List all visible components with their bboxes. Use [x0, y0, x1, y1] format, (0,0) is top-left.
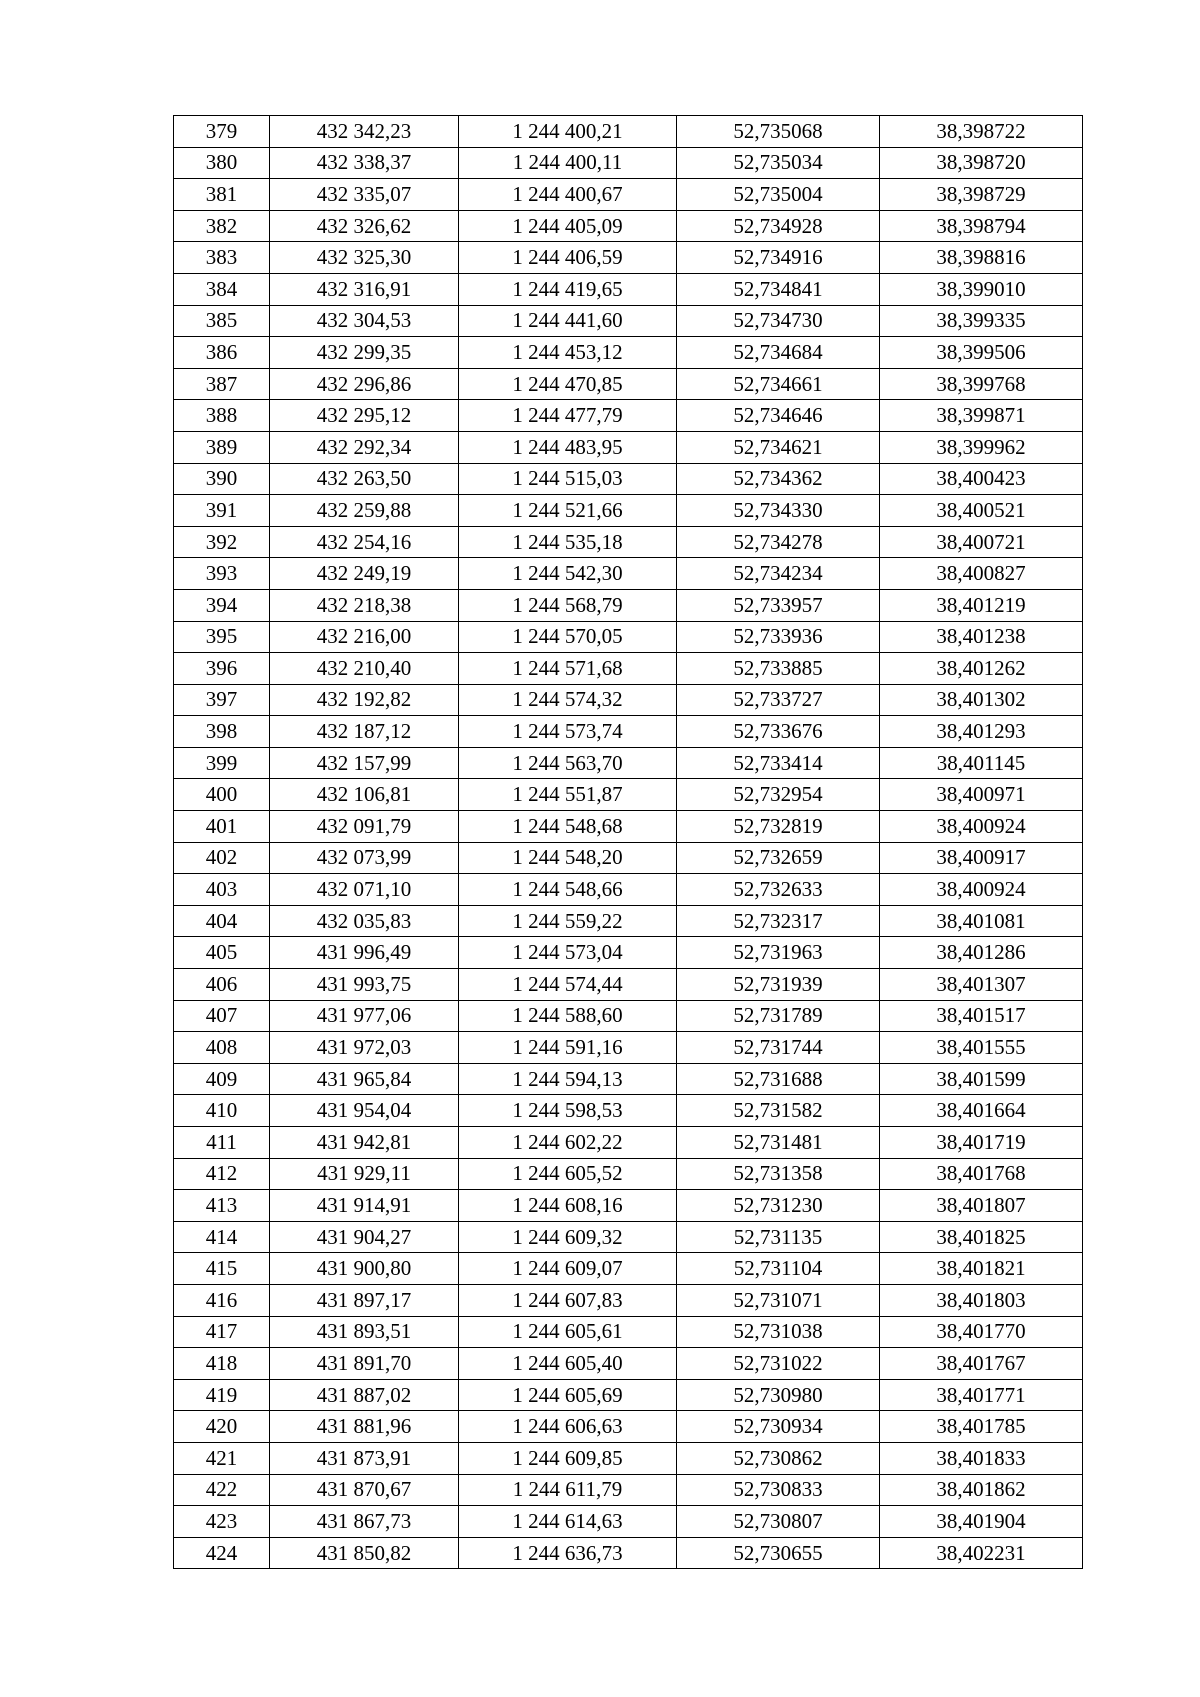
y-coordinate-cell: 1 244 607,83 — [459, 1284, 677, 1316]
table-row — [174, 1411, 1083, 1443]
coordinate-table — [173, 115, 1083, 1569]
longitude-cell: 38,401767 — [880, 1348, 1083, 1380]
point-number-cell: 421 — [174, 1442, 270, 1474]
longitude-cell: 38,401862 — [880, 1474, 1083, 1506]
x-coordinate-cell: 432 216,00 — [270, 621, 459, 653]
table-row — [174, 179, 1083, 211]
latitude-cell: 52,735068 — [677, 116, 880, 148]
latitude-cell: 52,734362 — [677, 463, 880, 495]
point-number-cell: 383 — [174, 242, 270, 274]
table-row — [174, 1127, 1083, 1159]
table-row — [174, 1190, 1083, 1222]
latitude-cell: 52,730980 — [677, 1379, 880, 1411]
latitude-cell: 52,732659 — [677, 842, 880, 874]
y-coordinate-cell: 1 244 609,07 — [459, 1253, 677, 1285]
x-coordinate-cell: 432 338,37 — [270, 147, 459, 179]
x-coordinate-cell: 432 299,35 — [270, 337, 459, 369]
table-row — [174, 147, 1083, 179]
latitude-cell: 52,732633 — [677, 874, 880, 906]
y-coordinate-cell: 1 244 542,30 — [459, 558, 677, 590]
y-coordinate-cell: 1 244 574,44 — [459, 969, 677, 1001]
x-coordinate-cell: 431 993,75 — [270, 969, 459, 1001]
x-coordinate-cell: 431 954,04 — [270, 1095, 459, 1127]
table-row — [174, 431, 1083, 463]
y-coordinate-cell: 1 244 470,85 — [459, 368, 677, 400]
latitude-cell: 52,733957 — [677, 589, 880, 621]
y-coordinate-cell: 1 244 483,95 — [459, 431, 677, 463]
table-row — [174, 842, 1083, 874]
x-coordinate-cell: 431 929,11 — [270, 1158, 459, 1190]
longitude-cell: 38,400917 — [880, 842, 1083, 874]
point-number-cell: 408 — [174, 1032, 270, 1064]
x-coordinate-cell: 432 295,12 — [270, 400, 459, 432]
longitude-cell: 38,401302 — [880, 684, 1083, 716]
x-coordinate-cell: 432 071,10 — [270, 874, 459, 906]
point-number-cell: 403 — [174, 874, 270, 906]
point-number-cell: 393 — [174, 558, 270, 590]
table-row — [174, 368, 1083, 400]
y-coordinate-cell: 1 244 419,65 — [459, 273, 677, 305]
y-coordinate-cell: 1 244 605,61 — [459, 1316, 677, 1348]
latitude-cell: 52,731104 — [677, 1253, 880, 1285]
table-row — [174, 747, 1083, 779]
y-coordinate-cell: 1 244 614,63 — [459, 1506, 677, 1538]
table-row — [174, 1158, 1083, 1190]
point-number-cell: 385 — [174, 305, 270, 337]
latitude-cell: 52,734234 — [677, 558, 880, 590]
longitude-cell: 38,401286 — [880, 937, 1083, 969]
point-number-cell: 412 — [174, 1158, 270, 1190]
longitude-cell: 38,401599 — [880, 1063, 1083, 1095]
latitude-cell: 52,734916 — [677, 242, 880, 274]
latitude-cell: 52,735004 — [677, 179, 880, 211]
point-number-cell: 395 — [174, 621, 270, 653]
x-coordinate-cell: 432 254,16 — [270, 526, 459, 558]
latitude-cell: 52,730934 — [677, 1411, 880, 1443]
point-number-cell: 381 — [174, 179, 270, 211]
longitude-cell: 38,401785 — [880, 1411, 1083, 1443]
latitude-cell: 52,733727 — [677, 684, 880, 716]
y-coordinate-cell: 1 244 515,03 — [459, 463, 677, 495]
y-coordinate-cell: 1 244 594,13 — [459, 1063, 677, 1095]
latitude-cell: 52,731022 — [677, 1348, 880, 1380]
latitude-cell: 52,730833 — [677, 1474, 880, 1506]
table-row — [174, 589, 1083, 621]
table-row — [174, 653, 1083, 685]
x-coordinate-cell: 432 249,19 — [270, 558, 459, 590]
y-coordinate-cell: 1 244 609,32 — [459, 1221, 677, 1253]
latitude-cell: 52,734661 — [677, 368, 880, 400]
x-coordinate-cell: 432 210,40 — [270, 653, 459, 685]
table-row — [174, 337, 1083, 369]
x-coordinate-cell: 431 850,82 — [270, 1537, 459, 1569]
latitude-cell: 52,731481 — [677, 1127, 880, 1159]
x-coordinate-cell: 432 192,82 — [270, 684, 459, 716]
table-row — [174, 1506, 1083, 1538]
x-coordinate-cell: 432 091,79 — [270, 811, 459, 843]
table-row — [174, 1474, 1083, 1506]
point-number-cell: 399 — [174, 747, 270, 779]
x-coordinate-cell: 431 965,84 — [270, 1063, 459, 1095]
table-row — [174, 937, 1083, 969]
latitude-cell: 52,734621 — [677, 431, 880, 463]
point-number-cell: 406 — [174, 969, 270, 1001]
x-coordinate-cell: 432 296,86 — [270, 368, 459, 400]
x-coordinate-cell: 432 316,91 — [270, 273, 459, 305]
y-coordinate-cell: 1 244 453,12 — [459, 337, 677, 369]
longitude-cell: 38,401821 — [880, 1253, 1083, 1285]
x-coordinate-cell: 432 035,83 — [270, 905, 459, 937]
longitude-cell: 38,399871 — [880, 400, 1083, 432]
table-row — [174, 1348, 1083, 1380]
point-number-cell: 420 — [174, 1411, 270, 1443]
x-coordinate-cell: 431 881,96 — [270, 1411, 459, 1443]
y-coordinate-cell: 1 244 535,18 — [459, 526, 677, 558]
point-number-cell: 422 — [174, 1474, 270, 1506]
point-number-cell: 379 — [174, 116, 270, 148]
x-coordinate-cell: 431 897,17 — [270, 1284, 459, 1316]
x-coordinate-cell: 432 157,99 — [270, 747, 459, 779]
x-coordinate-cell: 432 263,50 — [270, 463, 459, 495]
x-coordinate-cell: 431 893,51 — [270, 1316, 459, 1348]
longitude-cell: 38,401770 — [880, 1316, 1083, 1348]
latitude-cell: 52,735034 — [677, 147, 880, 179]
x-coordinate-cell: 432 304,53 — [270, 305, 459, 337]
latitude-cell: 52,731963 — [677, 937, 880, 969]
longitude-cell: 38,400721 — [880, 526, 1083, 558]
x-coordinate-cell: 432 218,38 — [270, 589, 459, 621]
y-coordinate-cell: 1 244 573,04 — [459, 937, 677, 969]
x-coordinate-cell: 431 996,49 — [270, 937, 459, 969]
table-row — [174, 905, 1083, 937]
longitude-cell: 38,400924 — [880, 811, 1083, 843]
longitude-cell: 38,401771 — [880, 1379, 1083, 1411]
latitude-cell: 52,731135 — [677, 1221, 880, 1253]
table-row — [174, 242, 1083, 274]
x-coordinate-cell: 431 904,27 — [270, 1221, 459, 1253]
latitude-cell: 52,734646 — [677, 400, 880, 432]
longitude-cell: 38,398720 — [880, 147, 1083, 179]
y-coordinate-cell: 1 244 636,73 — [459, 1537, 677, 1569]
y-coordinate-cell: 1 244 548,66 — [459, 874, 677, 906]
y-coordinate-cell: 1 244 400,67 — [459, 179, 677, 211]
point-number-cell: 394 — [174, 589, 270, 621]
table-row — [174, 874, 1083, 906]
point-number-cell: 417 — [174, 1316, 270, 1348]
latitude-cell: 52,733676 — [677, 716, 880, 748]
longitude-cell: 38,401262 — [880, 653, 1083, 685]
table-row — [174, 621, 1083, 653]
x-coordinate-cell: 432 335,07 — [270, 179, 459, 211]
table-row — [174, 305, 1083, 337]
longitude-cell: 38,401768 — [880, 1158, 1083, 1190]
point-number-cell: 418 — [174, 1348, 270, 1380]
longitude-cell: 38,400827 — [880, 558, 1083, 590]
y-coordinate-cell: 1 244 571,68 — [459, 653, 677, 685]
table-row — [174, 1095, 1083, 1127]
x-coordinate-cell: 431 914,91 — [270, 1190, 459, 1222]
table-row — [174, 1253, 1083, 1285]
longitude-cell: 38,401555 — [880, 1032, 1083, 1064]
longitude-cell: 38,400521 — [880, 495, 1083, 527]
longitude-cell: 38,398729 — [880, 179, 1083, 211]
x-coordinate-cell: 432 259,88 — [270, 495, 459, 527]
y-coordinate-cell: 1 244 574,32 — [459, 684, 677, 716]
latitude-cell: 52,731582 — [677, 1095, 880, 1127]
point-number-cell: 410 — [174, 1095, 270, 1127]
latitude-cell: 52,734330 — [677, 495, 880, 527]
y-coordinate-cell: 1 244 400,21 — [459, 116, 677, 148]
table-row — [174, 1032, 1083, 1064]
table-row — [174, 1379, 1083, 1411]
longitude-cell: 38,400423 — [880, 463, 1083, 495]
y-coordinate-cell: 1 244 400,11 — [459, 147, 677, 179]
table-row — [174, 400, 1083, 432]
longitude-cell: 38,399335 — [880, 305, 1083, 337]
point-number-cell: 416 — [174, 1284, 270, 1316]
table-row — [174, 779, 1083, 811]
longitude-cell: 38,401219 — [880, 589, 1083, 621]
latitude-cell: 52,731789 — [677, 1000, 880, 1032]
latitude-cell: 52,732954 — [677, 779, 880, 811]
longitude-cell: 38,398794 — [880, 210, 1083, 242]
longitude-cell: 38,401517 — [880, 1000, 1083, 1032]
table-row — [174, 1537, 1083, 1569]
point-number-cell: 419 — [174, 1379, 270, 1411]
table-row — [174, 1284, 1083, 1316]
x-coordinate-cell: 431 972,03 — [270, 1032, 459, 1064]
y-coordinate-cell: 1 244 559,22 — [459, 905, 677, 937]
longitude-cell: 38,401803 — [880, 1284, 1083, 1316]
latitude-cell: 52,734928 — [677, 210, 880, 242]
longitude-cell: 38,398722 — [880, 116, 1083, 148]
latitude-cell: 52,734684 — [677, 337, 880, 369]
point-number-cell: 386 — [174, 337, 270, 369]
y-coordinate-cell: 1 244 605,52 — [459, 1158, 677, 1190]
x-coordinate-cell: 432 342,23 — [270, 116, 459, 148]
longitude-cell: 38,401833 — [880, 1442, 1083, 1474]
table-row — [174, 716, 1083, 748]
y-coordinate-cell: 1 244 521,66 — [459, 495, 677, 527]
x-coordinate-cell: 431 891,70 — [270, 1348, 459, 1380]
longitude-cell: 38,401307 — [880, 969, 1083, 1001]
longitude-cell: 38,401825 — [880, 1221, 1083, 1253]
table-row — [174, 210, 1083, 242]
latitude-cell: 52,731358 — [677, 1158, 880, 1190]
point-number-cell: 382 — [174, 210, 270, 242]
longitude-cell: 38,401081 — [880, 905, 1083, 937]
x-coordinate-cell: 432 106,81 — [270, 779, 459, 811]
y-coordinate-cell: 1 244 405,09 — [459, 210, 677, 242]
latitude-cell: 52,732317 — [677, 905, 880, 937]
latitude-cell: 52,731038 — [677, 1316, 880, 1348]
longitude-cell: 38,399768 — [880, 368, 1083, 400]
y-coordinate-cell: 1 244 568,79 — [459, 589, 677, 621]
y-coordinate-cell: 1 244 551,87 — [459, 779, 677, 811]
x-coordinate-cell: 431 867,73 — [270, 1506, 459, 1538]
latitude-cell: 52,731744 — [677, 1032, 880, 1064]
longitude-cell: 38,400971 — [880, 779, 1083, 811]
latitude-cell: 52,733414 — [677, 747, 880, 779]
point-number-cell: 400 — [174, 779, 270, 811]
y-coordinate-cell: 1 244 611,79 — [459, 1474, 677, 1506]
latitude-cell: 52,730862 — [677, 1442, 880, 1474]
table-row — [174, 273, 1083, 305]
table-row — [174, 1442, 1083, 1474]
coordinate-table-body — [174, 116, 1083, 1569]
longitude-cell: 38,399010 — [880, 273, 1083, 305]
point-number-cell: 424 — [174, 1537, 270, 1569]
latitude-cell: 52,733936 — [677, 621, 880, 653]
y-coordinate-cell: 1 244 608,16 — [459, 1190, 677, 1222]
point-number-cell: 387 — [174, 368, 270, 400]
x-coordinate-cell: 432 187,12 — [270, 716, 459, 748]
latitude-cell: 52,730655 — [677, 1537, 880, 1569]
x-coordinate-cell: 431 887,02 — [270, 1379, 459, 1411]
point-number-cell: 413 — [174, 1190, 270, 1222]
longitude-cell: 38,400924 — [880, 874, 1083, 906]
y-coordinate-cell: 1 244 609,85 — [459, 1442, 677, 1474]
y-coordinate-cell: 1 244 570,05 — [459, 621, 677, 653]
table-row — [174, 495, 1083, 527]
x-coordinate-cell: 431 873,91 — [270, 1442, 459, 1474]
y-coordinate-cell: 1 244 588,60 — [459, 1000, 677, 1032]
latitude-cell: 52,733885 — [677, 653, 880, 685]
longitude-cell: 38,401293 — [880, 716, 1083, 748]
x-coordinate-cell: 432 292,34 — [270, 431, 459, 463]
table-row — [174, 558, 1083, 590]
longitude-cell: 38,399506 — [880, 337, 1083, 369]
table-row — [174, 1221, 1083, 1253]
x-coordinate-cell: 431 870,67 — [270, 1474, 459, 1506]
longitude-cell: 38,401145 — [880, 747, 1083, 779]
longitude-cell: 38,401904 — [880, 1506, 1083, 1538]
y-coordinate-cell: 1 244 548,20 — [459, 842, 677, 874]
point-number-cell: 398 — [174, 716, 270, 748]
x-coordinate-cell: 431 977,06 — [270, 1000, 459, 1032]
y-coordinate-cell: 1 244 441,60 — [459, 305, 677, 337]
y-coordinate-cell: 1 244 477,79 — [459, 400, 677, 432]
point-number-cell: 402 — [174, 842, 270, 874]
table-row — [174, 1316, 1083, 1348]
point-number-cell: 405 — [174, 937, 270, 969]
point-number-cell: 390 — [174, 463, 270, 495]
point-number-cell: 407 — [174, 1000, 270, 1032]
table-row — [174, 463, 1083, 495]
latitude-cell: 52,734841 — [677, 273, 880, 305]
y-coordinate-cell: 1 244 606,63 — [459, 1411, 677, 1443]
x-coordinate-cell: 432 073,99 — [270, 842, 459, 874]
longitude-cell: 38,401807 — [880, 1190, 1083, 1222]
point-number-cell: 380 — [174, 147, 270, 179]
y-coordinate-cell: 1 244 573,74 — [459, 716, 677, 748]
point-number-cell: 423 — [174, 1506, 270, 1538]
longitude-cell: 38,401664 — [880, 1095, 1083, 1127]
latitude-cell: 52,732819 — [677, 811, 880, 843]
longitude-cell: 38,399962 — [880, 431, 1083, 463]
point-number-cell: 389 — [174, 431, 270, 463]
point-number-cell: 384 — [174, 273, 270, 305]
point-number-cell: 415 — [174, 1253, 270, 1285]
x-coordinate-cell: 431 900,80 — [270, 1253, 459, 1285]
point-number-cell: 397 — [174, 684, 270, 716]
table-row — [174, 811, 1083, 843]
y-coordinate-cell: 1 244 406,59 — [459, 242, 677, 274]
table-row — [174, 526, 1083, 558]
table-row — [174, 1000, 1083, 1032]
latitude-cell: 52,731230 — [677, 1190, 880, 1222]
table-row — [174, 969, 1083, 1001]
y-coordinate-cell: 1 244 602,22 — [459, 1127, 677, 1159]
latitude-cell: 52,731688 — [677, 1063, 880, 1095]
x-coordinate-cell: 432 325,30 — [270, 242, 459, 274]
latitude-cell: 52,730807 — [677, 1506, 880, 1538]
point-number-cell: 401 — [174, 811, 270, 843]
point-number-cell: 409 — [174, 1063, 270, 1095]
table-row — [174, 116, 1083, 148]
longitude-cell: 38,398816 — [880, 242, 1083, 274]
point-number-cell: 411 — [174, 1127, 270, 1159]
point-number-cell: 391 — [174, 495, 270, 527]
point-number-cell: 392 — [174, 526, 270, 558]
point-number-cell: 414 — [174, 1221, 270, 1253]
y-coordinate-cell: 1 244 598,53 — [459, 1095, 677, 1127]
table-row — [174, 684, 1083, 716]
latitude-cell: 52,731071 — [677, 1284, 880, 1316]
latitude-cell: 52,734730 — [677, 305, 880, 337]
y-coordinate-cell: 1 244 563,70 — [459, 747, 677, 779]
y-coordinate-cell: 1 244 591,16 — [459, 1032, 677, 1064]
point-number-cell: 388 — [174, 400, 270, 432]
latitude-cell: 52,731939 — [677, 969, 880, 1001]
longitude-cell: 38,401719 — [880, 1127, 1083, 1159]
x-coordinate-cell: 431 942,81 — [270, 1127, 459, 1159]
x-coordinate-cell: 432 326,62 — [270, 210, 459, 242]
y-coordinate-cell: 1 244 605,69 — [459, 1379, 677, 1411]
y-coordinate-cell: 1 244 605,40 — [459, 1348, 677, 1380]
point-number-cell: 396 — [174, 653, 270, 685]
latitude-cell: 52,734278 — [677, 526, 880, 558]
longitude-cell: 38,401238 — [880, 621, 1083, 653]
table-row — [174, 1063, 1083, 1095]
longitude-cell: 38,402231 — [880, 1537, 1083, 1569]
y-coordinate-cell: 1 244 548,68 — [459, 811, 677, 843]
point-number-cell: 404 — [174, 905, 270, 937]
